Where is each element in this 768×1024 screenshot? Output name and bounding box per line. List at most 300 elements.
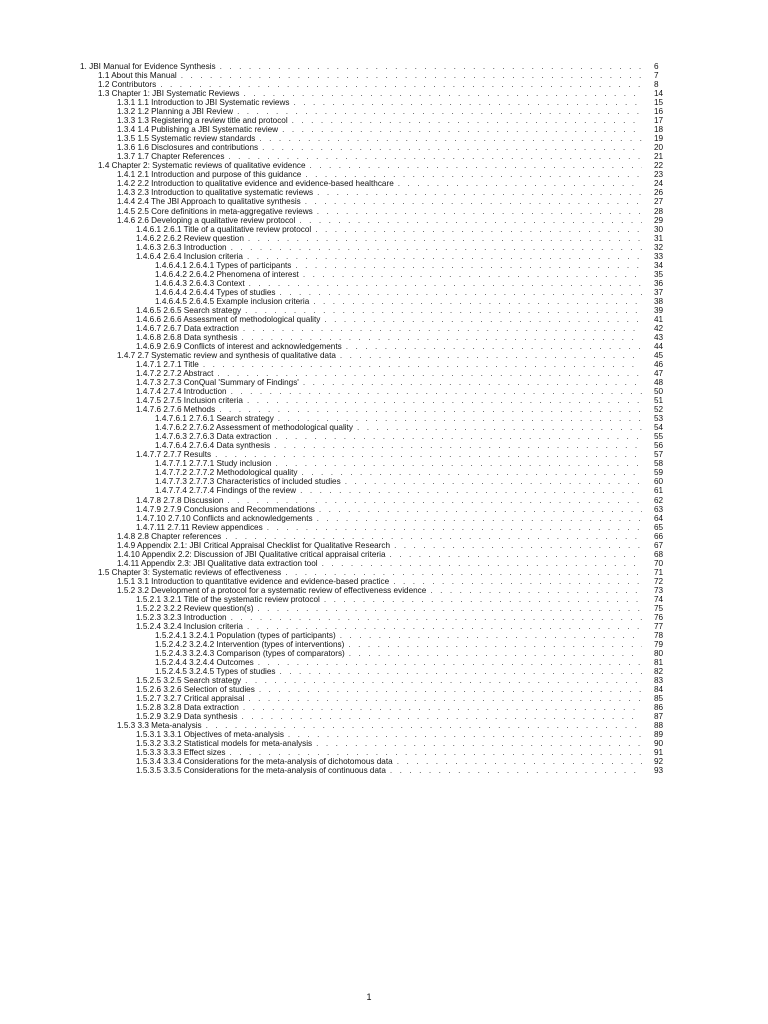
toc-entry[interactable] bbox=[0, 631, 768, 640]
toc-entry[interactable] bbox=[0, 486, 768, 495]
toc-entry-label: 1.4.7.3 2.7.3 ConQual 'Summary of Findings' bbox=[136, 378, 299, 388]
toc-entry-page: 50 bbox=[654, 387, 664, 397]
toc-entry-label: 1.4 Chapter 2: Systematic reviews of qualitative evidence bbox=[98, 161, 306, 171]
toc-entry-label: 1.4.7.6 2.7.6 Methods bbox=[136, 405, 216, 415]
toc-entry[interactable] bbox=[0, 279, 768, 288]
toc-entry[interactable] bbox=[0, 270, 768, 279]
toc-entry-page: 7 bbox=[654, 71, 659, 81]
dot-leader bbox=[243, 324, 642, 333]
dot-leader bbox=[258, 658, 642, 667]
toc-entry[interactable] bbox=[0, 739, 768, 748]
toc-entry-page: 87 bbox=[654, 712, 664, 722]
toc-entry[interactable] bbox=[0, 116, 768, 125]
toc-entry-page: 82 bbox=[654, 667, 664, 677]
toc-entry[interactable] bbox=[0, 414, 768, 423]
toc-entry-label: 1.4.6.4 2.6.4 Inclusion criteria bbox=[136, 251, 243, 261]
toc-entry[interactable] bbox=[0, 225, 768, 234]
toc-entry-label: 1.5.2.6 3.2.6 Selection of studies bbox=[136, 685, 255, 695]
dot-leader bbox=[276, 432, 642, 441]
toc-entry[interactable] bbox=[0, 712, 768, 721]
toc-entry-label: 1.5.2.4.3 3.2.4.3 Comparison (types of comparators) bbox=[155, 649, 345, 659]
toc-entry[interactable] bbox=[0, 586, 768, 595]
toc-entry-label: 1.4.7.1 2.7.1 Title bbox=[136, 360, 199, 370]
dot-leader bbox=[394, 541, 642, 550]
toc-entry[interactable] bbox=[0, 613, 768, 622]
dot-leader bbox=[299, 216, 642, 225]
toc-entry-label: 1. JBI Manual for Evidence Synthesis bbox=[80, 62, 216, 71]
toc-entry-page: 72 bbox=[654, 576, 664, 586]
dot-leader bbox=[225, 532, 642, 541]
dot-leader bbox=[340, 351, 642, 360]
toc-entry-page: 56 bbox=[654, 441, 664, 451]
toc-entry-label: 1.4.6.6 2.6.6 Assessment of methodological quality bbox=[136, 314, 321, 324]
toc-entry-label: 1.5.2.4 3.2.4 Inclusion criteria bbox=[136, 621, 243, 631]
toc-entry-label: 1.4.1 2.1 Introduction and purpose of this guidance bbox=[117, 170, 302, 180]
toc-entry[interactable] bbox=[0, 152, 768, 161]
toc-entry-page: 83 bbox=[654, 676, 664, 686]
toc-entry-page: 20 bbox=[654, 143, 664, 153]
toc-entry-page: 48 bbox=[654, 378, 664, 388]
toc-entry-page: 44 bbox=[654, 341, 664, 351]
toc-entry-label: 1.4.7.5 2.7.5 Inclusion criteria bbox=[136, 396, 243, 406]
toc-entry-page: 93 bbox=[654, 766, 664, 776]
dot-leader bbox=[340, 631, 642, 640]
toc-entry-label: 1.4.6.1 2.6.1 Title of a qualitative review protocol bbox=[136, 224, 312, 234]
toc-entry[interactable] bbox=[0, 676, 768, 685]
toc-entry-page: 58 bbox=[654, 459, 664, 469]
toc-entry-page: 15 bbox=[654, 98, 664, 108]
toc-entry[interactable] bbox=[0, 541, 768, 550]
toc-entry[interactable] bbox=[0, 748, 768, 757]
toc-entry[interactable] bbox=[0, 143, 768, 152]
table-of-contents bbox=[0, 62, 768, 775]
toc-entry[interactable] bbox=[0, 333, 768, 342]
toc-entry[interactable] bbox=[0, 351, 768, 360]
toc-entry-label: 1.4.7.2 2.7.2 Abstract bbox=[136, 369, 214, 379]
toc-entry-page: 27 bbox=[654, 197, 664, 207]
dot-leader bbox=[393, 577, 642, 586]
dot-leader bbox=[322, 559, 642, 568]
dot-leader bbox=[390, 766, 642, 775]
dot-leader bbox=[247, 622, 642, 631]
dot-leader bbox=[301, 468, 642, 477]
toc-entry[interactable] bbox=[0, 387, 768, 396]
toc-entry-page: 54 bbox=[654, 423, 664, 433]
toc-entry-label: 1.4.4 2.4 The JBI Approach to qualitative synthesis bbox=[117, 197, 301, 207]
dot-leader bbox=[245, 676, 642, 685]
toc-entry[interactable] bbox=[0, 297, 768, 306]
toc-entry-page: 90 bbox=[654, 739, 664, 749]
toc-entry-page: 79 bbox=[654, 640, 664, 649]
toc-entry-page: 19 bbox=[654, 134, 664, 144]
toc-entry-page: 75 bbox=[654, 603, 664, 613]
toc-entry-label: 1.4.7.8 2.7.8 Discussion bbox=[136, 495, 224, 505]
toc-entry-page: 67 bbox=[654, 540, 664, 550]
dot-leader bbox=[243, 703, 642, 712]
dot-leader bbox=[310, 161, 642, 170]
toc-entry-label: 1.4.7.7.3 2.7.7.3 Characteristics of included studies bbox=[155, 477, 341, 487]
toc-entry[interactable] bbox=[0, 730, 768, 739]
toc-entry-label: 1.4.8 2.8 Chapter references bbox=[117, 531, 222, 541]
toc-entry-page: 88 bbox=[654, 721, 664, 731]
toc-entry[interactable] bbox=[0, 62, 768, 71]
dot-leader bbox=[279, 288, 642, 297]
dot-leader bbox=[278, 414, 642, 423]
toc-entry-label: 1.4.7 2.7 Systematic review and synthesis of qualitative data bbox=[117, 351, 336, 360]
toc-entry[interactable] bbox=[0, 640, 768, 649]
toc-entry[interactable] bbox=[0, 252, 768, 261]
toc-entry-label: 1.4.6.4.4 2.6.4.4 Types of studies bbox=[155, 287, 276, 297]
toc-entry[interactable] bbox=[0, 441, 768, 450]
toc-entry-label: 1.4.3 2.3 Introduction to qualitative systematic reviews bbox=[117, 188, 314, 198]
toc-entry-page: 60 bbox=[654, 477, 664, 487]
toc-entry[interactable] bbox=[0, 197, 768, 206]
toc-entry[interactable] bbox=[0, 306, 768, 315]
toc-entry[interactable] bbox=[0, 550, 768, 559]
dot-leader bbox=[276, 459, 642, 468]
toc-entry[interactable] bbox=[0, 396, 768, 405]
toc-entry[interactable] bbox=[0, 766, 768, 775]
toc-entry-page: 33 bbox=[654, 251, 664, 261]
toc-entry[interactable] bbox=[0, 378, 768, 387]
dot-leader bbox=[430, 586, 642, 595]
toc-entry-label: 1.4.7.9 2.7.9 Conclusions and Recommendations bbox=[136, 504, 315, 514]
dot-leader bbox=[237, 107, 642, 116]
toc-entry[interactable] bbox=[0, 523, 768, 532]
toc-entry-page: 65 bbox=[654, 522, 664, 532]
toc-entry-page: 81 bbox=[654, 658, 664, 668]
toc-entry[interactable] bbox=[0, 89, 768, 98]
toc-entry[interactable] bbox=[0, 450, 768, 459]
toc-entry-label: 1.4.10 Appendix 2.2: Discussion of JBI Qualitative critical appraisal criteria bbox=[117, 549, 386, 559]
dot-leader bbox=[160, 80, 642, 89]
toc-entry[interactable] bbox=[0, 342, 768, 351]
toc-entry-page: 42 bbox=[654, 323, 664, 333]
toc-entry[interactable] bbox=[0, 514, 768, 523]
dot-leader bbox=[259, 685, 642, 694]
toc-entry[interactable] bbox=[0, 369, 768, 378]
toc-entry-page: 80 bbox=[654, 649, 664, 659]
toc-entry[interactable] bbox=[0, 288, 768, 297]
toc-entry-label: 1.4.7.7.4 2.7.7.4 Findings of the review bbox=[155, 486, 297, 496]
dot-leader bbox=[285, 568, 642, 577]
dot-leader bbox=[181, 71, 642, 80]
toc-entry-page: 28 bbox=[654, 206, 664, 216]
toc-entry[interactable] bbox=[0, 207, 768, 216]
toc-entry[interactable] bbox=[0, 360, 768, 369]
toc-entry-page: 70 bbox=[654, 558, 664, 568]
toc-entry[interactable] bbox=[0, 423, 768, 432]
toc-entry[interactable] bbox=[0, 505, 768, 514]
toc-entry-page: 39 bbox=[654, 305, 664, 315]
dot-leader bbox=[288, 730, 642, 739]
toc-entry[interactable] bbox=[0, 468, 768, 477]
toc-entry[interactable] bbox=[0, 496, 768, 505]
dot-leader bbox=[305, 197, 642, 206]
toc-entry-label: 1.5.2.4.4 3.2.4.4 Outcomes bbox=[155, 658, 254, 668]
toc-entry[interactable] bbox=[0, 134, 768, 143]
toc-entry-label: 1.5.2 3.2 Development of a protocol for a systematic review of effectiveness evidence bbox=[117, 585, 427, 595]
toc-entry[interactable] bbox=[0, 703, 768, 712]
toc-entry-page: 51 bbox=[654, 396, 664, 406]
toc-entry[interactable] bbox=[0, 568, 768, 577]
toc-entry-label: 1.5.3.3 3.3.3 Effect sizes bbox=[136, 748, 226, 758]
toc-entry-label: 1.4.6.7 2.6.7 Data extraction bbox=[136, 323, 239, 333]
toc-entry[interactable] bbox=[0, 721, 768, 730]
toc-entry-label: 1.5.2.3 3.2.3 Introduction bbox=[136, 612, 227, 622]
dot-leader bbox=[305, 170, 642, 179]
dot-leader bbox=[247, 252, 642, 261]
toc-entry-label: 1.5.2.7 3.2.7 Critical appraisal bbox=[136, 694, 245, 704]
toc-entry[interactable] bbox=[0, 161, 768, 170]
toc-entry-page: 84 bbox=[654, 685, 664, 695]
toc-entry-page: 38 bbox=[654, 296, 664, 306]
toc-entry-label: 1.4.6.3 2.6.3 Introduction bbox=[136, 242, 227, 252]
toc-entry-page: 52 bbox=[654, 405, 664, 415]
toc-entry-page: 55 bbox=[654, 432, 664, 442]
dot-leader bbox=[203, 360, 642, 369]
dot-leader bbox=[317, 207, 642, 216]
dot-leader bbox=[231, 243, 642, 252]
dot-leader bbox=[219, 405, 642, 414]
toc-entry-label: 1.4.7.6.1 2.7.6.1 Search strategy bbox=[155, 414, 274, 424]
toc-entry[interactable] bbox=[0, 694, 768, 703]
toc-entry-page: 74 bbox=[654, 594, 664, 604]
toc-entry-label: 1.5.2.4.2 3.2.4.2 Intervention (types of interventions) bbox=[155, 640, 345, 649]
toc-entry[interactable] bbox=[0, 107, 768, 116]
toc-entry[interactable] bbox=[0, 622, 768, 631]
toc-entry-page: 8 bbox=[654, 80, 659, 90]
dot-leader bbox=[348, 640, 642, 649]
toc-entry-label: 1.4.7.7 2.7.7 Results bbox=[136, 450, 212, 460]
toc-entry-page: 30 bbox=[654, 224, 664, 234]
toc-entry-label: 1.5.2.2 3.2.2 Review question(s) bbox=[136, 603, 254, 613]
toc-entry-page: 29 bbox=[654, 215, 664, 225]
dot-leader bbox=[247, 396, 642, 405]
toc-entry-page: 57 bbox=[654, 450, 664, 460]
toc-entry-page: 14 bbox=[654, 89, 664, 99]
toc-entry-label: 1.5.2.8 3.2.8 Data extraction bbox=[136, 703, 239, 713]
toc-entry-label: 1.5.3.5 3.3.5 Considerations for the meta-analysis of continuous data bbox=[136, 766, 386, 776]
toc-entry-label: 1.5.3.2 3.3.2 Statistical models for meta-analysis bbox=[136, 739, 313, 749]
toc-entry-page: 17 bbox=[654, 116, 664, 126]
toc-entry[interactable] bbox=[0, 179, 768, 188]
toc-entry-page: 91 bbox=[654, 748, 664, 758]
toc-entry-page: 68 bbox=[654, 549, 664, 559]
toc-entry-label: 1.5.2.9 3.2.9 Data synthesis bbox=[136, 712, 238, 722]
toc-entry[interactable] bbox=[0, 188, 768, 197]
toc-entry-label: 1.3 Chapter 1: JBI Systematic Reviews bbox=[98, 89, 240, 99]
toc-entry[interactable] bbox=[0, 125, 768, 134]
toc-entry-label: 1.4.6.4.2 2.6.4.2 Phenomena of interest bbox=[155, 269, 299, 279]
dot-leader bbox=[398, 179, 642, 188]
toc-entry-label: 1.4.7.10 2.7.10 Conflicts and acknowledgements bbox=[136, 513, 313, 523]
toc-entry[interactable] bbox=[0, 80, 768, 89]
dot-leader bbox=[316, 739, 642, 748]
toc-entry-page: 6 bbox=[654, 62, 659, 71]
dot-leader bbox=[242, 712, 643, 721]
toc-entry-label: 1.5.2.1 3.2.1 Title of the systematic review protocol bbox=[136, 594, 320, 604]
toc-entry-label: 1.4.9 Appendix 2.1: JBI Critical Appraisal Checklist for Qualitative Research bbox=[117, 540, 391, 550]
toc-entry-page: 37 bbox=[654, 287, 664, 297]
dot-leader bbox=[206, 721, 642, 730]
toc-entry-page: 22 bbox=[654, 161, 664, 171]
toc-entry[interactable] bbox=[0, 477, 768, 486]
toc-entry-page: 23 bbox=[654, 170, 664, 180]
toc-entry[interactable] bbox=[0, 595, 768, 604]
toc-entry-label: 1.4.6.4.3 2.6.4.3 Context bbox=[155, 278, 245, 288]
toc-entry-label: 1.4.2 2.2 Introduction to qualitative evidence and evidence-based healthcare bbox=[117, 179, 394, 189]
dot-leader bbox=[220, 62, 642, 71]
dot-leader bbox=[319, 505, 642, 514]
dot-leader bbox=[215, 450, 642, 459]
dot-leader bbox=[242, 333, 643, 342]
dot-leader bbox=[257, 604, 642, 613]
toc-entry-label: 1.3.1 1.1 Introduction to JBI Systematic reviews bbox=[117, 98, 290, 108]
toc-entry[interactable] bbox=[0, 261, 768, 270]
toc-entry-label: 1.4.7.7.1 2.7.7.1 Study inclusion bbox=[155, 459, 272, 469]
toc-entry-label: 1.4.6 2.6 Developing a qualitative review protocol bbox=[117, 215, 296, 225]
toc-entry-label: 1.5.2.4.1 3.2.4.1 Population (types of participants) bbox=[155, 630, 336, 640]
toc-entry[interactable] bbox=[0, 315, 768, 324]
toc-entry[interactable] bbox=[0, 559, 768, 568]
toc-entry-label: 1.5.3.1 3.3.1 Objectives of meta-analysis bbox=[136, 730, 284, 740]
toc-entry-label: 1.2 Contributors bbox=[98, 80, 157, 90]
toc-entry-page: 21 bbox=[654, 152, 664, 162]
dot-leader bbox=[317, 188, 642, 197]
toc-entry[interactable] bbox=[0, 658, 768, 667]
toc-entry-label: 1.3.7 1.7 Chapter References bbox=[117, 152, 225, 162]
dot-leader bbox=[317, 514, 642, 523]
toc-entry-label: 1.1 About this Manual bbox=[98, 71, 177, 81]
toc-entry-page: 78 bbox=[654, 630, 664, 640]
dot-leader bbox=[231, 387, 642, 396]
dot-leader bbox=[248, 234, 642, 243]
toc-entry-label: 1.4.6.9 2.6.9 Conflicts of interest and acknowledgements bbox=[136, 341, 342, 351]
toc-entry[interactable] bbox=[0, 405, 768, 414]
toc-entry-label: 1.5.2.5 3.2.5 Search strategy bbox=[136, 676, 242, 686]
dot-leader bbox=[231, 613, 642, 622]
toc-entry-page: 34 bbox=[654, 260, 664, 270]
toc-entry[interactable] bbox=[0, 649, 768, 658]
toc-entry-page: 32 bbox=[654, 242, 664, 252]
toc-entry[interactable] bbox=[0, 577, 768, 586]
dot-leader bbox=[303, 270, 642, 279]
dot-leader bbox=[249, 279, 642, 288]
toc-entry-page: 45 bbox=[654, 351, 664, 360]
toc-entry-label: 1.5 Chapter 3: Systematic reviews of effectiveness bbox=[98, 567, 282, 577]
toc-entry-label: 1.4.11 Appendix 2.3: JBI Qualitative data extraction tool bbox=[117, 558, 318, 568]
toc-entry-page: 64 bbox=[654, 513, 664, 523]
toc-entry-label: 1.3.2 1.2 Planning a JBI Review bbox=[117, 107, 234, 117]
dot-leader bbox=[227, 496, 642, 505]
toc-entry[interactable] bbox=[0, 71, 768, 80]
toc-entry-label: 1.4.5 2.5 Core definitions in meta-aggregative reviews bbox=[117, 206, 313, 216]
dot-leader bbox=[274, 441, 642, 450]
dot-leader bbox=[390, 550, 643, 559]
dot-leader bbox=[295, 261, 642, 270]
dot-leader bbox=[230, 748, 642, 757]
dot-leader bbox=[300, 486, 642, 495]
toc-entry-label: 1.3.5 1.5 Systematic review standards bbox=[117, 134, 256, 144]
toc-entry-page: 85 bbox=[654, 694, 664, 704]
toc-entry-page: 31 bbox=[654, 233, 664, 243]
toc-entry-label: 1.5.3 3.3 Meta-analysis bbox=[117, 721, 202, 731]
toc-entry-label: 1.3.6 1.6 Disclosures and contributions bbox=[117, 143, 259, 153]
dot-leader bbox=[303, 378, 642, 387]
toc-entry[interactable] bbox=[0, 604, 768, 613]
toc-entry[interactable] bbox=[0, 459, 768, 468]
toc-entry-label: 1.4.7.6.4 2.7.6.4 Data synthesis bbox=[155, 441, 271, 451]
dot-leader bbox=[267, 523, 642, 532]
toc-entry-page: 76 bbox=[654, 612, 664, 622]
toc-entry[interactable] bbox=[0, 532, 768, 541]
toc-entry[interactable] bbox=[0, 757, 768, 766]
toc-entry-label: 1.4.7.7.2 2.7.7.2 Methodological quality bbox=[155, 468, 298, 478]
toc-entry-page: 63 bbox=[654, 504, 664, 514]
toc-entry-label: 1.4.6.4.5 2.6.4.5 Example inclusion criteria bbox=[155, 296, 310, 306]
toc-entry-page: 16 bbox=[654, 107, 664, 117]
toc-entry-page: 61 bbox=[654, 486, 664, 496]
dot-leader bbox=[357, 423, 642, 432]
dot-leader bbox=[346, 342, 642, 351]
toc-entry-page: 77 bbox=[654, 621, 664, 631]
toc-entry-page: 59 bbox=[654, 468, 664, 478]
toc-entry-page: 92 bbox=[654, 757, 664, 767]
toc-entry[interactable] bbox=[0, 170, 768, 179]
toc-entry[interactable] bbox=[0, 685, 768, 694]
toc-entry-label: 1.4.6.4.1 2.6.4.1 Types of participants bbox=[155, 260, 292, 270]
toc-entry-page: 36 bbox=[654, 278, 664, 288]
dot-leader bbox=[345, 477, 642, 486]
dot-leader bbox=[244, 89, 642, 98]
toc-entry-label: 1.4.6.8 2.6.8 Data synthesis bbox=[136, 332, 238, 342]
dot-leader bbox=[324, 595, 642, 604]
toc-entry[interactable] bbox=[0, 234, 768, 243]
dot-leader bbox=[397, 757, 642, 766]
toc-entry-label: 1.3.3 1.3 Registering a review title and protocol bbox=[117, 116, 288, 126]
dot-leader bbox=[259, 134, 642, 143]
toc-entry-page: 43 bbox=[654, 332, 664, 342]
toc-entry-label: 1.4.7.6.3 2.7.6.3 Data extraction bbox=[155, 432, 272, 442]
toc-entry-page: 26 bbox=[654, 188, 664, 198]
toc-entry-label: 1.4.6.2 2.6.2 Review question bbox=[136, 233, 244, 243]
toc-entry-page: 46 bbox=[654, 360, 664, 370]
dot-leader bbox=[262, 143, 642, 152]
toc-entry[interactable] bbox=[0, 98, 768, 107]
toc-entry[interactable] bbox=[0, 432, 768, 441]
dot-leader bbox=[349, 649, 642, 658]
toc-entry[interactable] bbox=[0, 216, 768, 225]
dot-leader bbox=[248, 694, 642, 703]
toc-entry-page: 89 bbox=[654, 730, 664, 740]
toc-entry[interactable] bbox=[0, 324, 768, 333]
page-number: 1 bbox=[366, 992, 372, 1002]
toc-entry-page: 47 bbox=[654, 369, 664, 379]
toc-entry-page: 86 bbox=[654, 703, 664, 713]
dot-leader bbox=[293, 98, 642, 107]
dot-leader bbox=[217, 369, 642, 378]
toc-entry-label: 1.4.6.5 2.6.5 Search strategy bbox=[136, 305, 242, 315]
toc-entry-page: 62 bbox=[654, 495, 664, 505]
toc-entry-page: 18 bbox=[654, 125, 664, 135]
toc-entry-label: 1.4.7.11 2.7.11 Review appendices bbox=[136, 522, 263, 532]
toc-entry[interactable] bbox=[0, 243, 768, 252]
toc-entry-page: 66 bbox=[654, 531, 664, 541]
dot-leader bbox=[313, 297, 642, 306]
toc-entry-label: 1.3.4 1.4 Publishing a JBI Systematic review bbox=[117, 125, 279, 135]
toc-entry[interactable] bbox=[0, 667, 768, 676]
